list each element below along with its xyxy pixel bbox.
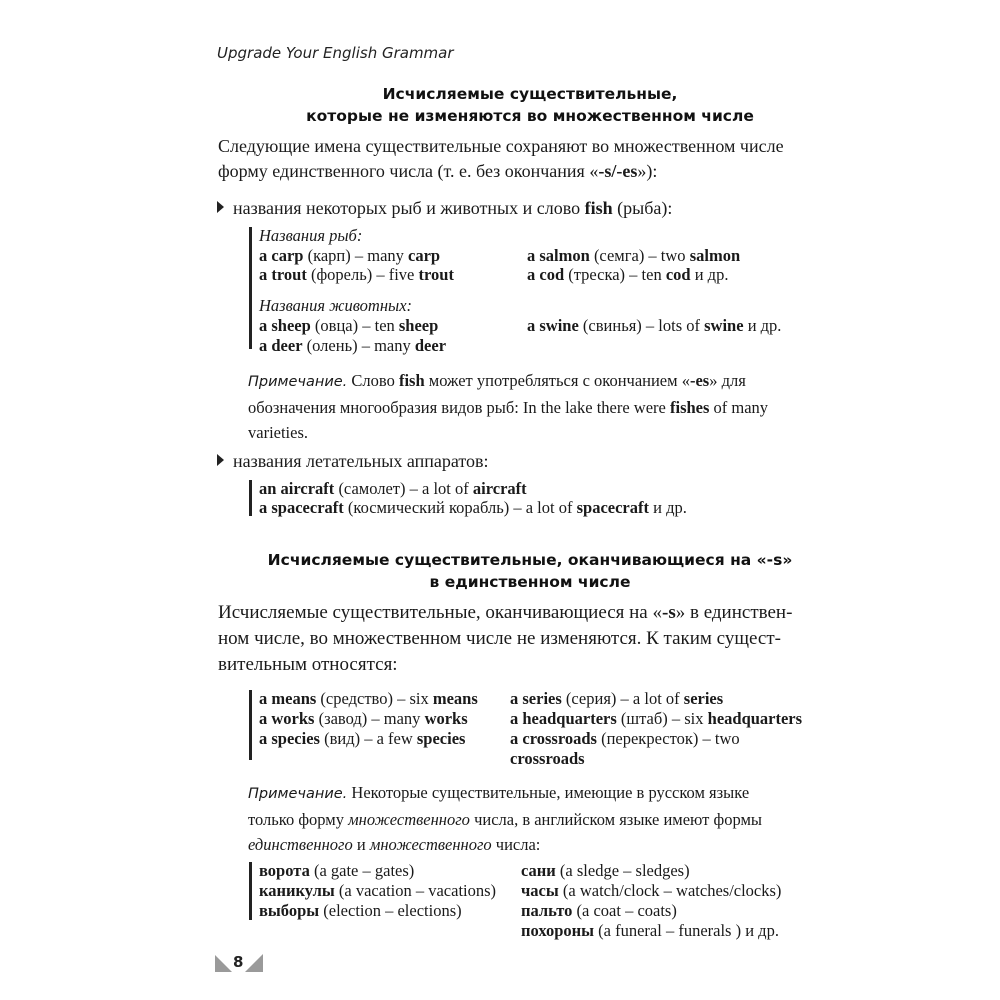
animal-row-right [527,316,781,336]
text: (самолет) – a lot of [334,479,473,498]
bold-text: a species [259,729,320,748]
text: числа, в английском языке имеют формы [469,810,762,829]
italic-text: множественного [369,835,492,854]
text: названия некоторых рыб и животных и слово [233,198,585,218]
text: (рыба): [612,198,673,218]
bold-text: a spacecraft [259,498,344,517]
text: (a sledge – sledges) [555,861,690,880]
italic-text: множественного [348,810,470,829]
bold-text: -s [662,602,676,623]
text: Слово [347,371,399,390]
pair-left [259,901,462,921]
text: может употребляться с окончанием « [424,371,690,390]
s2-row-continuation [510,749,585,769]
bold-text: выборы [259,901,320,920]
section2-intro-line [218,600,818,626]
s2-row-left [259,729,465,749]
pair-right [521,861,690,881]
section1-intro [218,134,818,184]
bold-text: часы [521,881,559,900]
bold-text: сани [521,861,556,880]
running-head: Upgrade Your English Grammar [217,44,454,62]
example-bar [249,480,252,516]
pair-left [259,861,414,881]
section1-heading [160,83,900,127]
section2-intro [218,600,818,678]
note-label: Примечание. [248,786,348,802]
pair-right [521,901,677,921]
bold-text: fishes [669,398,710,417]
bold-text: fish [398,371,425,390]
text: (овца) – ten [310,316,399,335]
bold-text: works [424,709,468,728]
note-plural-only [248,780,818,857]
section1-heading-line2: которые не изменяются во множественном числе [306,107,754,125]
section2-intro-line: ном числе, во множественном числе не изменяются. К таким сущест- [218,628,781,649]
text: и др. [648,498,687,517]
text: » для [709,371,746,390]
note-line [248,395,818,420]
pair-right [521,881,781,901]
bold-text: a deer [259,336,303,355]
fish-row-left [259,265,454,285]
note-line [248,807,818,832]
bold-text: a headquarters [510,709,617,728]
bullet-aircraft [217,450,489,472]
bold-text: a works [259,709,315,728]
bold-text: ворота [259,861,310,880]
bold-text: похороны [521,921,595,940]
bold-text: -es [689,371,710,390]
bold-text: a crossroads [510,729,597,748]
fish-row-right [527,265,728,285]
section2-heading [160,549,900,593]
bold-text: aircraft [472,479,527,498]
text: (штаб) – six [616,709,708,728]
animals-caption: Названия животных: [259,296,413,315]
section1-intro-line1: Следующие имена существительные сохраняют во множественном числе [218,136,784,156]
bold-text: sheep [398,316,439,335]
text: форму единственного числа (т. е. без окончания « [218,161,599,181]
s2-row-right [510,709,802,729]
text: (олень) – many [302,336,415,355]
bold-text: swine [704,316,744,335]
example-bar [249,227,252,349]
bold-text: headquarters [707,709,803,728]
text: (свинья) – lots of [578,316,705,335]
left-corner-triangle [215,955,232,972]
fish-row-right [527,246,740,266]
bullet-triangle-icon [217,201,224,213]
text: (средство) – six [316,689,433,708]
bold-text: deer [414,336,447,355]
bold-text: a carp [259,246,304,265]
bold-text: a cod [527,265,565,284]
s2-row-left [259,709,468,729]
text: (перекресток) – two [596,729,740,748]
bullet-fish-animals [217,197,672,219]
note-line [248,368,818,395]
bold-text: a salmon [527,246,590,265]
bold-text: spacecraft [576,498,649,517]
example-bar [249,690,252,760]
bold-text: species [416,729,466,748]
text: числа: [491,835,541,854]
text: (завод) – many [314,709,425,728]
bold-text: cod [665,265,691,284]
example-bar [249,862,252,920]
text: названия летательных аппаратов: [233,451,489,471]
italic-text: единственного [248,835,353,854]
text: обозначения многообразия видов рыб: In the lake there were [248,398,670,417]
right-corner-triangle [245,954,263,972]
note-line [248,780,818,807]
text: Некоторые существительные, имеющие в русском языке [347,783,750,802]
text: » в единствен- [675,602,793,623]
section1-intro-line2 [218,159,818,184]
bold-text: salmon [689,246,741,265]
pair-right [521,921,779,941]
text: только форму [248,810,349,829]
bold-text: crossroads [510,749,585,768]
note-line [248,832,818,857]
text: Исчисляемые существительные, оканчивающиеся на « [218,602,662,623]
text: и [352,835,370,854]
s2-row-left [259,689,478,709]
text: (вид) – a few [319,729,417,748]
bold-text: trout [418,265,454,284]
bold-text: an aircraft [259,479,335,498]
text: (серия) – a lot of [561,689,684,708]
aircraft-row [259,479,527,499]
bold-text: пальто [521,901,573,920]
bold-text: series [683,689,724,708]
text: (a funeral – funerals ) и др. [594,921,779,940]
bold-text: a series [510,689,562,708]
aircraft-row [259,498,687,518]
section2-intro-line: вительным относятся: [218,654,398,675]
text: (космический корабль) – a lot of [343,498,577,517]
s2-row-right [510,689,723,709]
text: »): [637,161,658,181]
text: (карп) – many [303,246,409,265]
text: (a watch/clock – watches/clocks) [558,881,782,900]
section1-heading-line1: Исчисляемые существительные, [382,85,678,103]
bold-text: -s/-es [598,161,638,181]
fish-row-left [259,246,440,266]
text: и др. [743,316,782,335]
animal-row-left [259,316,438,336]
section2-heading-line1: Исчисляемые существительные, оканчивающиеся на «-s» [267,551,793,569]
note-line: varieties. [248,423,309,442]
bullet-triangle-icon [217,454,224,466]
bold-text: fish [584,198,613,218]
page-number: 8 [233,953,244,971]
text: и др. [690,265,729,284]
fish-caption: Названия рыб: [259,226,363,245]
text: (a gate – gates) [309,861,415,880]
text: (a vacation – vacations) [334,881,497,900]
bold-text: carp [408,246,441,265]
note-label: Примечание. [248,374,348,390]
text: (треска) – ten [564,265,666,284]
text: (семга) – two [589,246,690,265]
text: (форель) – five [306,265,419,284]
bold-text: a trout [259,265,307,284]
bold-text: a swine [527,316,579,335]
bold-text: a sheep [259,316,311,335]
animal-row-left [259,336,446,356]
note-fish [248,368,818,445]
text: (a coat – coats) [572,901,677,920]
text: (election – elections) [319,901,462,920]
bold-text: means [432,689,478,708]
bold-text: a means [259,689,317,708]
text: of many [709,398,769,417]
bold-text: каникулы [259,881,335,900]
s2-row-right [510,729,740,749]
pair-left [259,881,496,901]
section2-heading-line2: в единственном числе [429,573,631,591]
